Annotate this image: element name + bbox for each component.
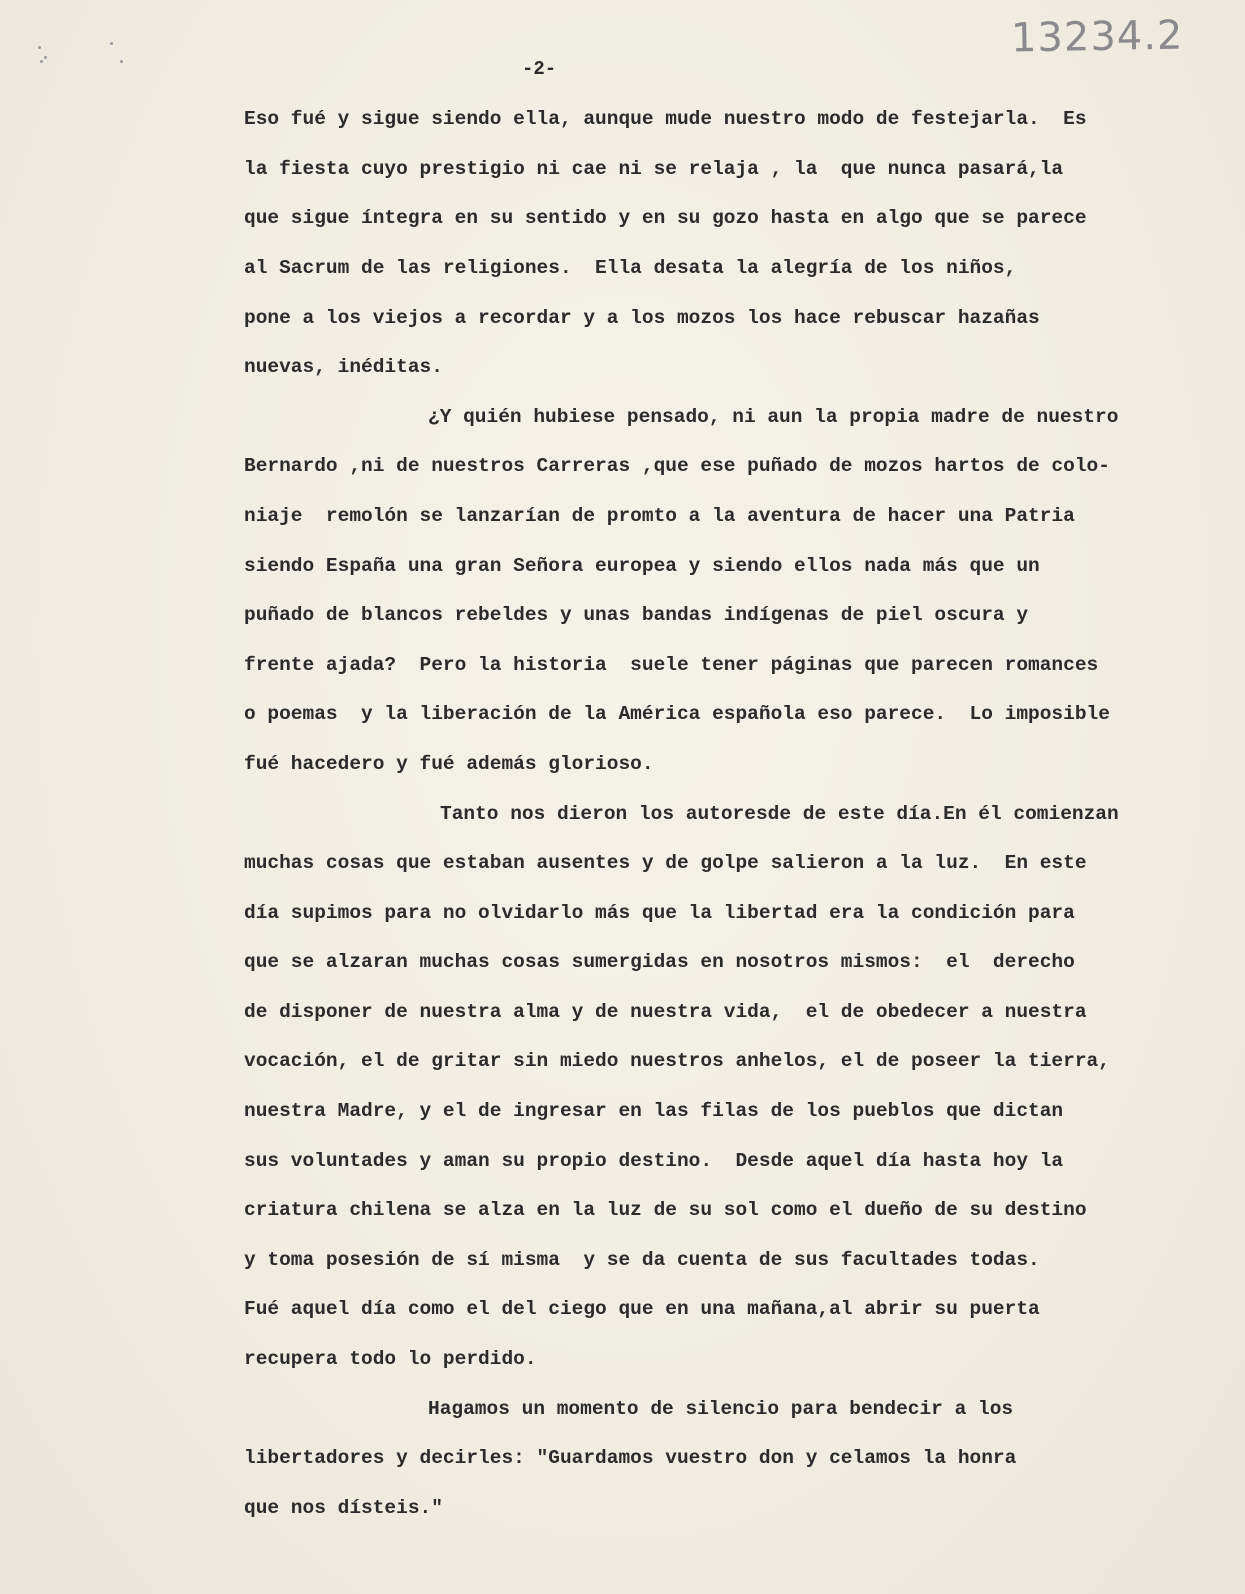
- text-line: día supimos para no olvidarlo más que la libertad era la condición para: [244, 902, 1075, 924]
- text-line: que sigue íntegra en su sentido y en su gozo hasta en algo que se parece: [244, 207, 1087, 229]
- text-line: Hagamos un momento de silencio para bendecir a los: [428, 1398, 1014, 1420]
- text-line: y toma posesión de sí misma y se da cuenta de sus facultades todas.: [244, 1249, 1040, 1271]
- text-line: libertadores y decirles: "Guardamos vuestro don y celamos la honra: [244, 1447, 1017, 1469]
- text-line: pone a los viejos a recordar y a los mozos los hace rebuscar hazañas: [244, 307, 1040, 329]
- text-line: que nos dísteis.": [244, 1497, 443, 1519]
- text-line: criatura chilena se alza en la luz de su sol como el dueño de su destino: [244, 1199, 1087, 1221]
- text-line: recupera todo lo perdido.: [244, 1348, 537, 1370]
- text-line: puñado de blancos rebeldes y unas bandas indígenas de piel oscura y: [244, 604, 1029, 626]
- text-line: nuestra Madre, y el de ingresar en las filas de los pueblos que dictan: [244, 1100, 1064, 1122]
- text-line: vocación, el de gritar sin miedo nuestros anhelos, el de poseer la tierra,: [244, 1050, 1110, 1072]
- text-line: al Sacrum de las religiones. Ella desata la alegría de los niños,: [244, 257, 1017, 279]
- corner-specks: [38, 42, 138, 72]
- text-line: de disponer de nuestra alma y de nuestra vida, el de obedecer a nuestra: [244, 1001, 1087, 1023]
- text-line: Bernardo ,ni de nuestros Carreras ,que ese puñado de mozos hartos de colo-: [244, 455, 1110, 477]
- text-line: Tanto nos dieron los autoresde de este día.En él comienzan: [440, 803, 1119, 825]
- text-line: frente ajada? Pero la historia suele tener páginas que parecen romances: [244, 654, 1099, 676]
- text-line: sus voluntades y aman su propio destino. Desde aquel día hasta hoy la: [244, 1150, 1064, 1172]
- archive-number: 13234.2: [1010, 12, 1184, 62]
- text-line: niaje remolón se lanzarían de promto a la aventura de hacer una Patria: [244, 505, 1075, 527]
- text-line: fué hacedero y fué además glorioso.: [244, 753, 654, 775]
- text-line: Eso fué y sigue siendo ella, aunque mude nuestro modo de festejarla. Es: [244, 108, 1087, 130]
- text-line: nuevas, inéditas.: [244, 356, 443, 378]
- text-line: ¿Y quién hubiese pensado, ni aun la propia madre de nuestro: [428, 406, 1119, 428]
- page-number: -2-: [522, 58, 557, 80]
- text-line: Fué aquel día como el del ciego que en una mañana,al abrir su puerta: [244, 1298, 1040, 1320]
- text-line: o poemas y la liberación de la América española eso parece. Lo imposible: [244, 703, 1110, 725]
- text-line: que se alzaran muchas cosas sumergidas en nosotros mismos: el derecho: [244, 951, 1075, 973]
- text-line: muchas cosas que estaban ausentes y de golpe salieron a la luz. En este: [244, 852, 1087, 874]
- text-line: la fiesta cuyo prestigio ni cae ni se relaja , la que nunca pasará,la: [244, 158, 1064, 180]
- text-line: siendo España una gran Señora europea y siendo ellos nada más que un: [244, 555, 1040, 577]
